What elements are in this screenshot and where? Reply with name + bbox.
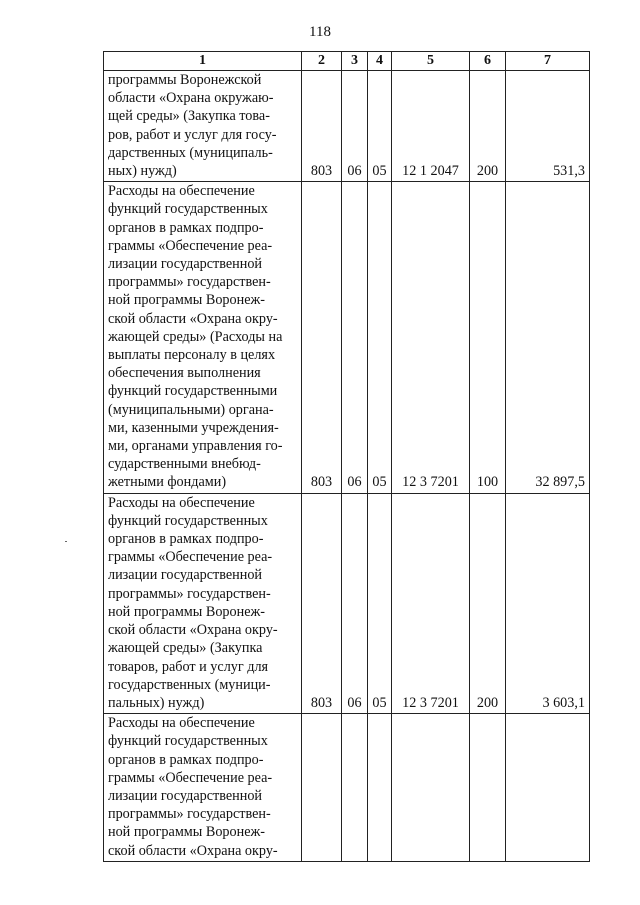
subsection-code (368, 714, 392, 862)
ministry-code: 803 (302, 493, 342, 713)
target-article-code: 12 3 7201 (392, 182, 470, 493)
table-row (104, 71, 590, 182)
column-header-7: 7 (506, 52, 590, 71)
subsection-code: 05 (368, 182, 392, 493)
target-article-code: 12 3 7201 (392, 493, 470, 713)
expense-type-code: 200 (470, 493, 506, 713)
amount-value: 531,3 (506, 71, 590, 182)
scan-mark (65, 541, 67, 542)
row-description: Расходы на обеспечение функций государственных органов в рамках подпро- граммы «Обеспечение реа- лизации государственной программы» государствен- ной программы Воронеж- ской области «Охрана окру- жающей среды» (Расходы на выплаты персоналу в целях обеспечения выполнения функций государственными (муниципальными) органа- ми, казенными учреждения- ми, органами управления го- сударственными внебюд- жетными фондами) (104, 182, 302, 493)
column-header-3: 3 (342, 52, 368, 71)
section-code: 06 (342, 493, 368, 713)
ministry-code: 803 (302, 71, 342, 182)
column-header-1: 1 (104, 52, 302, 71)
amount-value: 3 603,1 (506, 493, 590, 713)
expense-type-code: 200 (470, 71, 506, 182)
section-code: 06 (342, 71, 368, 182)
table-row (104, 182, 590, 493)
amount-value (506, 714, 590, 862)
column-header-5: 5 (392, 52, 470, 71)
ministry-code (302, 714, 342, 862)
target-article-code: 12 1 2047 (392, 71, 470, 182)
column-header-4: 4 (368, 52, 392, 71)
table-header-row (104, 52, 590, 71)
amount-value: 32 897,5 (506, 182, 590, 493)
row-description: программы Воронежской области «Охрана окружаю- щей среды» (Закупка това- ров, работ и услуг для госу- дарственных (муниципаль- ных) нужд) (104, 71, 302, 182)
page-number: 118 (309, 24, 331, 40)
subsection-code: 05 (368, 493, 392, 713)
expense-type-code: 100 (470, 182, 506, 493)
column-header-2: 2 (302, 52, 342, 71)
row-description: Расходы на обеспечение функций государственных органов в рамках подпро- граммы «Обеспечение реа- лизации государственной программы» государствен- ной программы Воронеж- ской области «Охрана окру- жающей среды» (Закупка товаров, работ и услуг для государственных (муници- пальных) нужд) (104, 493, 302, 713)
expense-type-code (470, 714, 506, 862)
section-code (342, 714, 368, 862)
ministry-code: 803 (302, 182, 342, 493)
row-description: Расходы на обеспечение функций государственных органов в рамках подпро- граммы «Обеспечение реа- лизации государственной программы» государствен- ной программы Воронеж- ской области «Охрана окру- (104, 714, 302, 862)
table-row (104, 493, 590, 713)
table-row (104, 714, 590, 862)
subsection-code: 05 (368, 71, 392, 182)
section-code: 06 (342, 182, 368, 493)
budget-table (103, 51, 590, 862)
target-article-code (392, 714, 470, 862)
column-header-6: 6 (470, 52, 506, 71)
